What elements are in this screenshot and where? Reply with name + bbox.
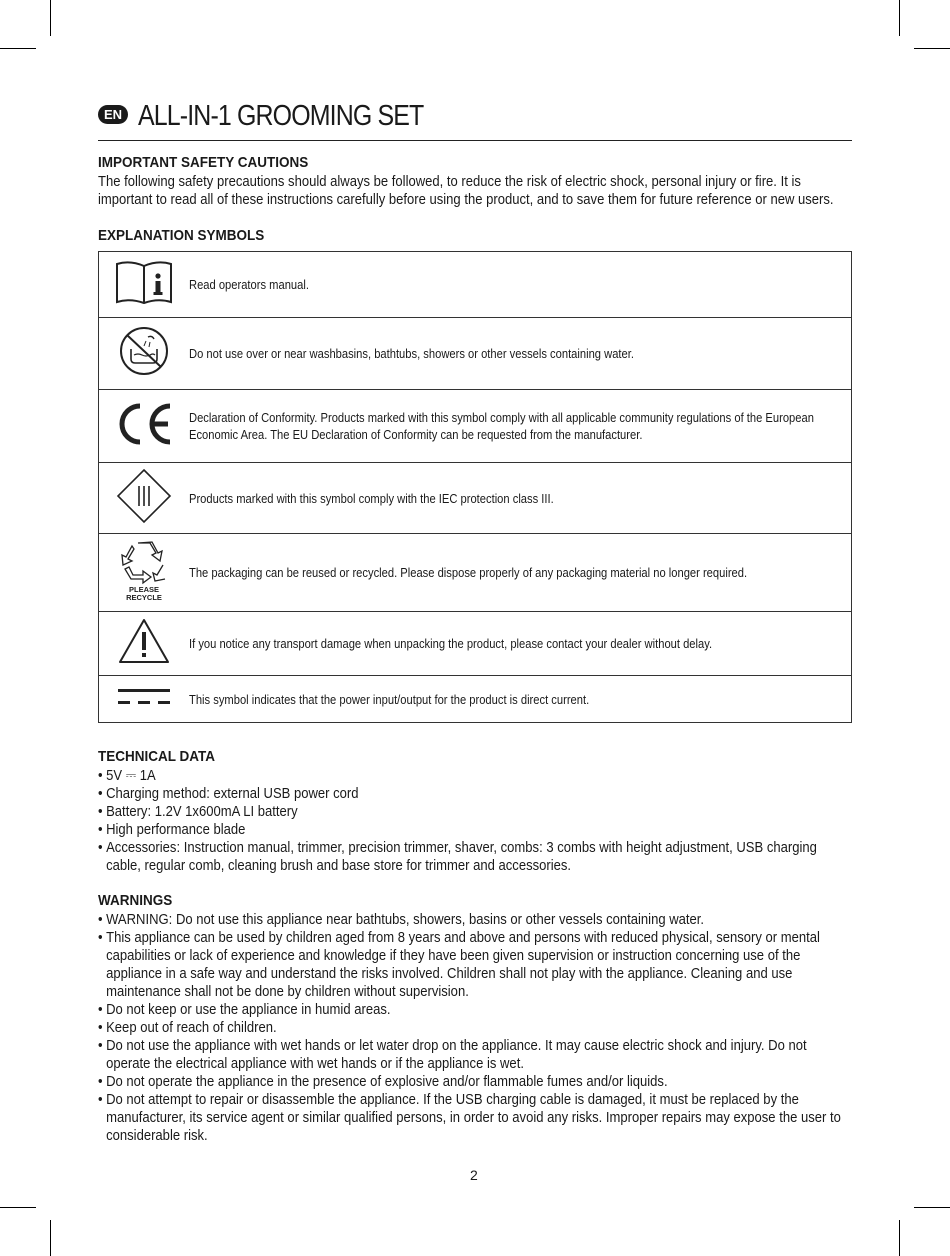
list-item: • Battery: 1.2V 1x600mA LI battery [98, 803, 850, 821]
symbol-row [99, 612, 852, 676]
list-item: • This appliance can be used by children aged from 8 years and above and persons with reduced physical, sensory or mental capabilities or lack of experience and knowledge if they have been given supervision or instruction concerning use of the appliance in a safe way and understand the risks involved. Children shall not play with the appliance. Cleaning and use maintenance shall not be done by children without supervision. [98, 929, 850, 1001]
list-item: • Accessories: Instruction manual, trimmer, precision trimmer, shaver, combs: 3 combs with height adjustment, USB charging cable, regular comb, cleaning brush and base store for trimmer and accessories. [98, 839, 850, 875]
crop-mark [899, 1220, 900, 1256]
technical-list [98, 767, 850, 875]
ce-mark-icon [99, 390, 190, 463]
list-item: • Charging method: external USB power cord [98, 785, 850, 803]
crop-mark [0, 1207, 36, 1208]
recycle-icon [99, 534, 190, 612]
list-item: • Do not attempt to repair or disassemble the appliance. If the USB charging cable is damaged, it must be replaced by the manufacturer, its service agent or similar qualified persons, in order to avoid any risks. Improper repairs may expose the user to considerable risk. [98, 1091, 850, 1145]
warnings-heading: WARNINGS [98, 892, 173, 909]
language-badge: EN [98, 105, 128, 124]
symbol-text: If you notice any transport damage when unpacking the product, please contact your dealer without delay. [189, 636, 713, 651]
warning-triangle-icon [99, 612, 190, 676]
symbol-row [99, 676, 852, 723]
list-item: • Do not keep or use the appliance in humid areas. [98, 1001, 850, 1019]
title-row [98, 98, 852, 141]
recycle-caption-1: PLEASE [128, 585, 160, 594]
protection-class-iii-icon [99, 463, 190, 534]
safety-heading: IMPORTANT SAFETY CAUTIONS [98, 154, 309, 171]
list-item: • 5V ⎓ 1A [98, 767, 850, 785]
crop-mark [914, 1207, 950, 1208]
manual-info-icon [99, 252, 190, 318]
crop-mark [0, 48, 36, 49]
symbol-row [99, 318, 852, 390]
symbol-text: This symbol indicates that the power input/output for the product is direct current. [189, 691, 590, 707]
direct-current-icon [99, 676, 190, 723]
safety-text: The following safety precautions should always be followed, to reduce the risk of electric shock, personal injury or fire. It is important to read all of these instructions carefully before using the product, and to save them for future reference or new users. [98, 174, 834, 208]
symbols-heading: EXPLANATION SYMBOLS [98, 227, 265, 244]
crop-mark [50, 1220, 51, 1256]
symbol-row [99, 534, 852, 612]
page-title: ALL-IN-1 GROOMING SET [138, 100, 424, 132]
warnings-list [98, 911, 850, 1145]
symbol-text: Declaration of Conformity. Products marked with this symbol comply with all applicable community regulations of the European Economic Area. The EU Declaration of Conformity can be requested from the manufacturer. [189, 410, 814, 442]
recycle-caption-2: RECYCLE [126, 593, 162, 601]
list-item: • WARNING: Do not use this appliance near bathtubs, showers, basins or other vessels containing water. [98, 911, 850, 929]
crop-mark [899, 0, 900, 36]
no-water-icon [99, 318, 190, 390]
list-item: • High performance blade [98, 821, 850, 839]
symbol-row [99, 252, 852, 318]
symbol-row [99, 390, 852, 463]
list-item: • Do not operate the appliance in the presence of explosive and/or flammable fumes and/or liquids. [98, 1073, 850, 1091]
symbol-row [99, 463, 852, 534]
list-item: • Do not use the appliance with wet hands or let water drop on the appliance. It may cause electric shock and injury. Do not operate the electrical appliance with wet hands or if the appliance is wet. [98, 1037, 850, 1073]
list-item: • Keep out of reach of children. [98, 1019, 850, 1037]
symbol-text: Products marked with this symbol comply with the IEC protection class III. [189, 490, 554, 506]
crop-mark [50, 0, 51, 36]
crop-mark [914, 48, 950, 49]
technical-heading: TECHNICAL DATA [98, 748, 215, 765]
page-number: 2 [470, 1167, 478, 1183]
symbol-text: Do not use over or near washbasins, bathtubs, showers or other vessels containing water. [189, 346, 634, 361]
symbol-text: The packaging can be reused or recycled. Please dispose properly of any packaging material no longer required. [189, 565, 748, 580]
symbol-text: Read operators manual. [189, 277, 309, 292]
symbols-table [98, 251, 852, 723]
